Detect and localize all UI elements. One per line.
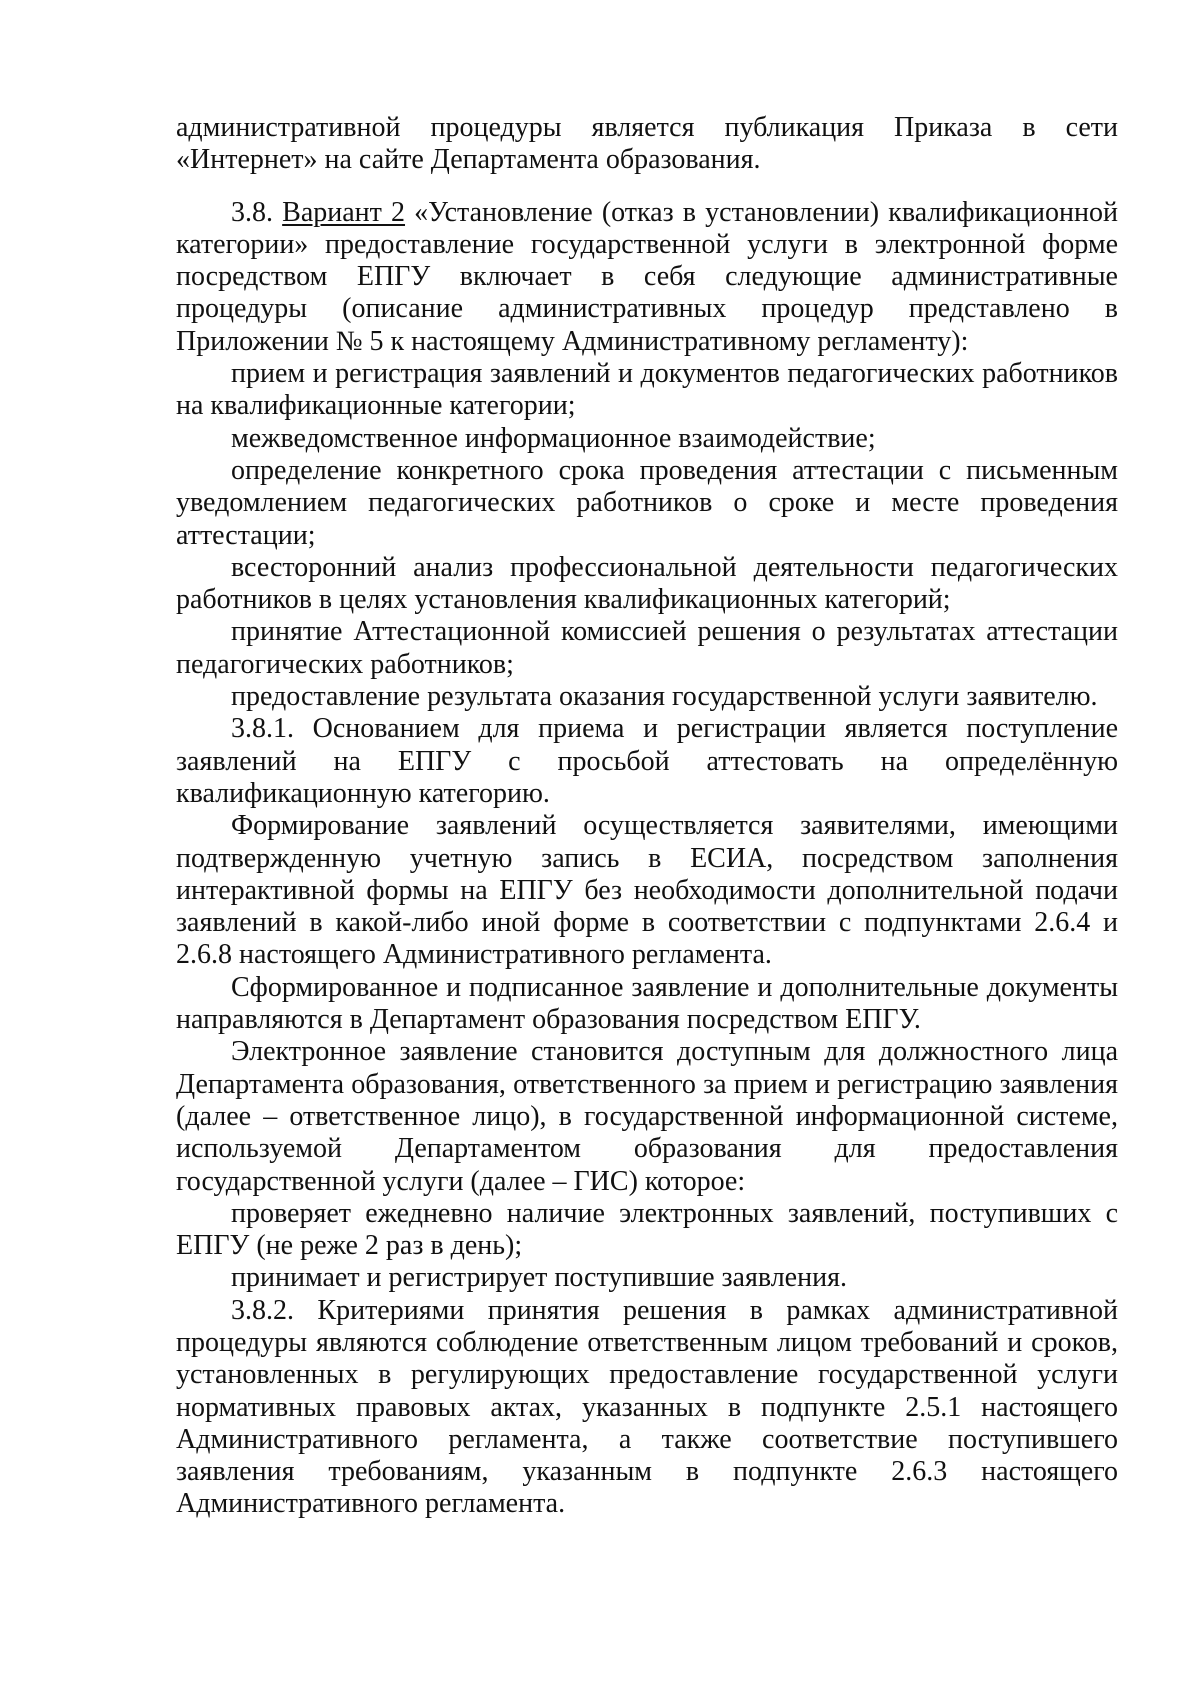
- list-item-result: предоставление результата оказания государственной услуги заявителю.: [231, 681, 1098, 713]
- list-item-reception: прием и регистрация заявлений и документов педагогических работников на квалификационные категории;: [176, 358, 1118, 422]
- list-item-checks: проверяет ежедневно наличие электронных заявлений, поступивших с ЕПГУ (не реже 2 раз в день);: [176, 1197, 1118, 1262]
- list-item-term: определение конкретного срока проведения аттестации с письменным уведомлением педагогических работников о сроке и месте проведения аттестации;: [176, 454, 1118, 551]
- document-page: [176, 112, 1118, 1521]
- paragraph-electronic: Электронное заявление становится доступным для должностного лица Департамента образования, ответственного за прием и регистрацию заявления (далее – ответственное лицо), в государственной информационной системе, используемой Департаментом образования для предоставления государственной услуги (далее – ГИС) которое:: [176, 1036, 1118, 1197]
- list-item-decision: принятие Аттестационной комиссией решения о результатах аттестации педагогических работников;: [176, 616, 1118, 680]
- paragraph-signed: Сформированное и подписанное заявление и дополнительные документы направляются в Департамент образования посредством ЕПГУ.: [176, 971, 1118, 1036]
- list-item-analysis: всесторонний анализ профессиональной деятельности педагогических работников в целях установления квалификационных категорий;: [176, 551, 1118, 616]
- list-item-interaction: межведомственное информационное взаимодействие;: [231, 422, 876, 454]
- list-item-registers: принимает и регистрирует поступившие заявления.: [231, 1262, 847, 1294]
- paragraph-3-8: [176, 197, 1118, 358]
- paragraph-3-8-2: 3.8.2. Критериями принятия решения в рамках административной процедуры являются соблюдение ответственным лицом требований и сроков, установленных в регулирующих предоставление государственной услуги нормативных правовых актах, указанных в подпункте 2.5.1 настоящего Административного регламента, а также соответствие поступившего заявления требованиям, указанным в подпункте 2.6.3 настоящего Административного регламента.: [176, 1294, 1118, 1520]
- variant-label: Вариант 2: [282, 196, 406, 228]
- clause-number: 3.8.: [231, 196, 283, 228]
- paragraph-forming: Формирование заявлений осуществляется заявителями, имеющими подтвержденную учетную запись в ЕСИА, посредством заполнения интерактивной формы на ЕПГУ без необходимости дополнительной подачи заявлений в какой-либо иной форме в соответствии с подпунктами 2.6.4 и 2.6.8 настоящего Административного регламента.: [176, 810, 1118, 971]
- paragraph-continuation: административной процедуры является публикация Приказа в сети «Интернет» на сайте Департамента образования.: [176, 112, 1118, 176]
- paragraph-3-8-1: 3.8.1. Основанием для приема и регистрации является поступление заявлений на ЕПГУ с просьбой аттестовать на определённую квалификационную категорию.: [176, 713, 1118, 809]
- clause-text: «Установление (отказ в установлении) квалификационной категории» предоставление государственной услуги в электронной форме посредством ЕПГУ включает в себя следующие административные процедуры (описание административных процедур представлено в Приложении № 5 к настоящему Административному регламенту):: [176, 196, 1118, 357]
